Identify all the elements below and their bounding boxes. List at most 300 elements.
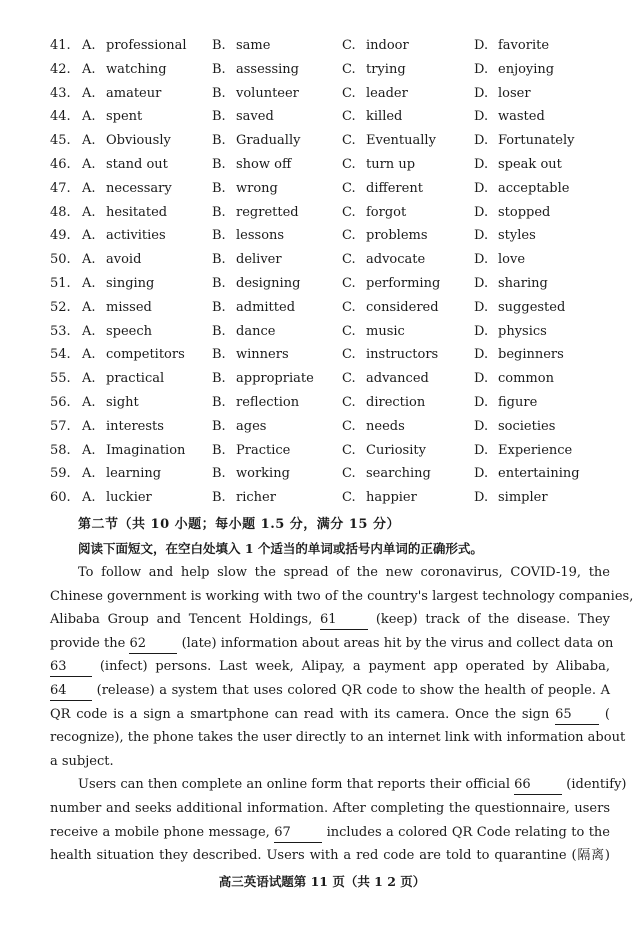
option-letter: B. (212, 61, 226, 77)
option-letter: A. (82, 466, 96, 482)
option-text: indoor (366, 38, 409, 53)
option-text: regretted (236, 204, 299, 220)
option-text: assessing (236, 61, 299, 77)
option-c (342, 486, 417, 510)
option-text: dance (236, 323, 276, 339)
option-letter: C. (342, 133, 356, 149)
question-number: 52. (50, 299, 71, 315)
question-row (50, 177, 610, 201)
blank-64: 64 (50, 682, 92, 701)
option-letter: D. (474, 466, 489, 482)
option-letter: D. (474, 275, 489, 291)
option-text: singing (106, 275, 155, 291)
option-text: instructors (366, 347, 439, 363)
option-c (342, 343, 438, 367)
question-number: 41. (50, 38, 71, 53)
option-text: common (498, 371, 554, 387)
option-b (212, 201, 299, 225)
option-letter: D. (474, 394, 489, 410)
option-letter: C. (342, 323, 356, 339)
option-letter: D. (474, 228, 489, 244)
option-text: loser (498, 85, 531, 101)
option-text: enjoying (498, 61, 555, 77)
option-b (212, 367, 314, 391)
question-row (50, 462, 610, 486)
option-text: missed (106, 299, 152, 315)
option-text: working (236, 466, 290, 482)
option-c (342, 201, 406, 225)
passage-line: provide the 62 (late) information about areas hit by the virus and collect data on (50, 632, 610, 656)
option-letter: B. (212, 371, 226, 387)
option-letter: A. (82, 347, 96, 363)
option-letter: D. (474, 418, 489, 434)
option-text: deliver (236, 252, 282, 268)
option-letter: A. (82, 156, 96, 172)
option-letter: B. (212, 109, 226, 125)
option-a (82, 224, 166, 248)
option-text: admitted (236, 299, 296, 315)
option-letter: C. (342, 442, 356, 458)
option-letter: D. (474, 299, 489, 315)
option-b (212, 105, 274, 129)
option-text: problems (366, 228, 428, 244)
question-number: 59. (50, 466, 71, 482)
option-c (342, 105, 402, 129)
option-text: practical (106, 371, 165, 387)
option-letter: C. (342, 299, 356, 315)
option-letter: B. (212, 323, 226, 339)
option-letter: B. (212, 156, 226, 172)
option-letter: C. (342, 109, 356, 125)
option-letter: D. (474, 38, 489, 53)
option-d (474, 82, 531, 106)
option-c (342, 367, 429, 391)
option-b (212, 34, 270, 58)
option-c (342, 82, 408, 106)
passage-line: a subject. (50, 753, 114, 769)
blank-61: 61 (320, 611, 368, 630)
passage-line: health situation they described. Users with a red code are told to quarantine (隔离) (50, 848, 610, 864)
question-number: 48. (50, 204, 71, 220)
option-text: advocate (366, 252, 426, 268)
option-text: Imagination (106, 442, 186, 458)
option-letter: D. (474, 109, 489, 125)
option-text: same (236, 38, 271, 53)
option-letter: C. (342, 204, 356, 220)
instruction: 阅读下面短文，在空白处填入 1 个适当的单词或括号内单词的正确形式。 (78, 541, 483, 556)
option-b (212, 320, 275, 344)
option-letter: B. (212, 299, 226, 315)
option-d (474, 272, 548, 296)
option-b (212, 296, 295, 320)
option-text: wrong (236, 180, 278, 196)
question-row (50, 486, 610, 510)
option-text: advanced (366, 371, 429, 387)
passage-line: receive a mobile phone message, 67 includes a colored QR Code relating to the (50, 821, 610, 845)
option-text: happier (366, 490, 417, 506)
option-text: speak out (498, 156, 562, 172)
question-row (50, 248, 610, 272)
question-row (50, 343, 610, 367)
question-row (50, 296, 610, 320)
option-text: luckier (106, 490, 152, 506)
option-text: searching (366, 466, 431, 482)
blank-67: 67 (274, 824, 322, 843)
blank-66: 66 (514, 776, 562, 795)
option-letter: D. (474, 61, 489, 77)
option-c (342, 320, 405, 344)
option-text: needs (366, 418, 405, 434)
option-b (212, 343, 289, 367)
option-a (82, 439, 185, 463)
option-text: avoid (106, 252, 142, 268)
option-text: watching (106, 61, 167, 77)
option-d (474, 391, 537, 415)
option-a (82, 201, 167, 225)
question-row (50, 34, 610, 58)
question-row (50, 320, 610, 344)
question-number: 58. (50, 442, 71, 458)
option-c (342, 224, 428, 248)
option-d (474, 153, 562, 177)
question-row (50, 415, 610, 439)
option-letter: C. (342, 466, 356, 482)
blank-62: 62 (129, 635, 177, 654)
option-letter: B. (212, 133, 226, 149)
question-number: 50. (50, 252, 71, 268)
blank-65: 65 (555, 706, 599, 725)
option-b (212, 391, 299, 415)
option-text: professional (106, 38, 187, 53)
option-text: Gradually (236, 133, 301, 149)
option-letter: B. (212, 466, 226, 482)
option-b (212, 177, 278, 201)
option-text: figure (498, 394, 538, 410)
option-letter: D. (474, 204, 489, 220)
option-text: reflection (236, 394, 300, 410)
option-d (474, 343, 564, 367)
option-a (82, 105, 142, 129)
option-text: learning (106, 466, 162, 482)
question-number: 57. (50, 418, 71, 434)
option-a (82, 486, 152, 510)
question-row (50, 439, 610, 463)
option-d (474, 320, 547, 344)
option-b (212, 248, 282, 272)
option-text: appropriate (236, 371, 314, 387)
passage-line: To follow and help slow the spread of the new coronavirus, COVID-19, the (78, 565, 610, 580)
passage-line: number and seeks additional information. After completing the questionnaire, users (50, 800, 610, 816)
option-a (82, 34, 186, 58)
option-letter: A. (82, 371, 96, 387)
blank-63: 63 (50, 658, 92, 677)
option-text: Eventually (366, 133, 436, 149)
option-a (82, 343, 185, 367)
option-text: saved (236, 109, 274, 125)
option-a (82, 153, 168, 177)
option-text: love (498, 252, 526, 268)
option-d (474, 296, 565, 320)
option-text: Obviously (106, 133, 171, 149)
option-text: ages (236, 418, 267, 434)
option-a (82, 462, 161, 486)
option-text: styles (498, 228, 536, 244)
option-text: sight (106, 394, 139, 410)
passage-line: 64 (release) a system that uses colored QR code to show the health of people. A (50, 679, 610, 703)
option-b (212, 272, 300, 296)
option-letter: A. (82, 180, 96, 196)
option-letter: C. (342, 418, 356, 434)
question-number: 47. (50, 180, 71, 196)
question-number: 49. (50, 228, 71, 244)
option-letter: D. (474, 442, 489, 458)
option-text: Curiosity (366, 442, 426, 458)
option-letter: B. (212, 85, 226, 101)
option-text: amateur (106, 85, 162, 101)
question-number: 54. (50, 347, 71, 363)
option-letter: A. (82, 442, 96, 458)
option-text: hesitated (106, 204, 168, 220)
option-d (474, 486, 548, 510)
option-a (82, 177, 172, 201)
option-letter: C. (342, 228, 356, 244)
question-row (50, 367, 610, 391)
question-number: 51. (50, 275, 71, 291)
option-c (342, 58, 406, 82)
option-letter: C. (342, 85, 356, 101)
option-a (82, 296, 152, 320)
question-number: 43. (50, 85, 71, 101)
question-number: 55. (50, 371, 71, 387)
passage-line: recognize), the phone takes the user directly to an internet link with information about (50, 730, 626, 746)
option-letter: D. (474, 133, 489, 149)
option-letter: A. (82, 228, 96, 244)
option-letter: C. (342, 394, 356, 410)
option-text: acceptable (498, 180, 570, 196)
option-letter: A. (82, 394, 96, 410)
option-a (82, 58, 167, 82)
question-number: 56. (50, 394, 71, 410)
option-text: sharing (498, 275, 548, 291)
option-b (212, 58, 299, 82)
option-a (82, 272, 154, 296)
option-b (212, 486, 276, 510)
question-row (50, 391, 610, 415)
option-letter: A. (82, 275, 96, 291)
option-text: physics (498, 323, 547, 339)
option-a (82, 248, 141, 272)
page-footer: 高三英语试题第 11 页（共 1 2 页） (218, 874, 426, 889)
option-letter: C. (342, 371, 356, 387)
question-row (50, 224, 610, 248)
question-row (50, 105, 610, 129)
option-text: favorite (498, 38, 550, 53)
option-letter: B. (212, 418, 226, 434)
passage-line: Chinese government is working with two of the country's largest technology companies, (50, 588, 634, 604)
option-letter: B. (212, 204, 226, 220)
option-text: simpler (498, 490, 548, 506)
option-a (82, 367, 164, 391)
option-letter: C. (342, 180, 356, 196)
option-text: different (366, 180, 423, 196)
option-text: competitors (106, 347, 185, 363)
option-letter: A. (82, 133, 96, 149)
option-c (342, 177, 423, 201)
question-row (50, 82, 610, 106)
option-text: winners (236, 347, 289, 363)
option-text: performing (366, 275, 441, 291)
option-letter: B. (212, 252, 226, 268)
reading-passage (50, 561, 634, 868)
option-text: activities (106, 228, 166, 244)
section-title: 第二节（共 10 小题；每小题 1.5 分，满分 15 分） (78, 517, 400, 532)
option-text: leader (366, 85, 408, 101)
option-d (474, 129, 575, 153)
option-letter: D. (474, 371, 489, 387)
question-row (50, 129, 610, 153)
option-text: spent (106, 109, 143, 125)
question-number: 46. (50, 156, 71, 172)
option-d (474, 462, 580, 486)
option-letter: B. (212, 490, 226, 506)
question-number: 45. (50, 133, 71, 149)
option-letter: D. (474, 347, 489, 363)
option-c (342, 296, 439, 320)
option-letter: B. (212, 394, 226, 410)
option-text: richer (236, 490, 276, 506)
option-letter: B. (212, 347, 226, 363)
option-d (474, 105, 545, 129)
option-letter: D. (474, 156, 489, 172)
option-letter: A. (82, 418, 96, 434)
option-letter: C. (342, 275, 356, 291)
option-letter: C. (342, 347, 356, 363)
option-d (474, 58, 554, 82)
option-a (82, 82, 161, 106)
option-letter: C. (342, 490, 356, 506)
option-text: volunteer (236, 85, 299, 101)
option-letter: B. (212, 38, 226, 53)
option-b (212, 224, 284, 248)
option-b (212, 462, 290, 486)
option-text: beginners (498, 347, 564, 363)
option-text: Practice (236, 442, 291, 458)
option-text: societies (498, 418, 556, 434)
question-row (50, 201, 610, 225)
question-row (50, 153, 610, 177)
option-text: speech (106, 323, 153, 339)
option-letter: A. (82, 299, 96, 315)
option-c (342, 129, 436, 153)
option-letter: A. (82, 252, 96, 268)
option-d (474, 34, 549, 58)
option-letter: B. (212, 442, 226, 458)
question-number: 44. (50, 109, 71, 125)
option-letter: B. (212, 228, 226, 244)
option-c (342, 462, 431, 486)
option-a (82, 320, 152, 344)
passage-line: QR code is a sign a smartphone can read with its camera. Once the sign 65 ( (50, 703, 610, 727)
question-row (50, 58, 610, 82)
passage-line: Alibaba Group and Tencent Holdings, 61 (keep) track of the disease. They (50, 608, 610, 632)
option-d (474, 248, 525, 272)
option-letter: A. (82, 85, 96, 101)
option-d (474, 415, 555, 439)
option-letter: B. (212, 275, 226, 291)
option-b (212, 82, 299, 106)
option-c (342, 153, 415, 177)
option-text: designing (236, 275, 301, 291)
option-letter: D. (474, 252, 489, 268)
passage-line: 63 (infect) persons. Last week, Alipay, a payment app operated by Alibaba, (50, 655, 610, 679)
option-c (342, 248, 425, 272)
option-text: show off (236, 156, 292, 172)
option-letter: A. (82, 109, 96, 125)
option-text: forgot (366, 204, 407, 220)
option-text: trying (366, 61, 406, 77)
option-letter: D. (474, 490, 489, 506)
option-letter: A. (82, 490, 96, 506)
question-number: 53. (50, 323, 71, 339)
option-text: turn up (366, 156, 416, 172)
option-text: Experience (498, 442, 573, 458)
option-text: suggested (498, 299, 566, 315)
option-letter: C. (342, 156, 356, 172)
option-letter: A. (82, 204, 96, 220)
option-text: stopped (498, 204, 551, 220)
option-d (474, 367, 554, 391)
option-a (82, 391, 139, 415)
question-row (50, 272, 610, 296)
option-text: interests (106, 418, 164, 434)
option-d (474, 439, 572, 463)
option-text: music (366, 323, 405, 339)
option-text: lessons (236, 228, 285, 244)
question-number: 60. (50, 490, 71, 506)
option-c (342, 415, 405, 439)
option-text: direction (366, 394, 426, 410)
option-d (474, 224, 536, 248)
option-letter: A. (82, 323, 96, 339)
option-a (82, 129, 171, 153)
option-c (342, 34, 409, 58)
option-letter: B. (212, 180, 226, 196)
option-text: stand out (106, 156, 168, 172)
option-d (474, 177, 569, 201)
option-letter: A. (82, 38, 96, 53)
option-text: entertaining (498, 466, 580, 482)
option-text: considered (366, 299, 439, 315)
option-letter: C. (342, 252, 356, 268)
option-b (212, 153, 291, 177)
option-c (342, 272, 440, 296)
option-letter: C. (342, 38, 356, 53)
option-letter: C. (342, 61, 356, 77)
option-a (82, 415, 164, 439)
option-letter: D. (474, 85, 489, 101)
option-text: wasted (498, 109, 545, 125)
option-text: killed (366, 109, 403, 125)
option-b (212, 129, 300, 153)
multiple-choice-options (50, 34, 610, 510)
option-c (342, 439, 426, 463)
passage-line: Users can then complete an online form that reports their official 66 (identify) (50, 773, 610, 797)
option-b (212, 415, 266, 439)
question-number: 42. (50, 61, 71, 77)
option-letter: D. (474, 323, 489, 339)
option-letter: A. (82, 61, 96, 77)
option-text: necessary (106, 180, 172, 196)
